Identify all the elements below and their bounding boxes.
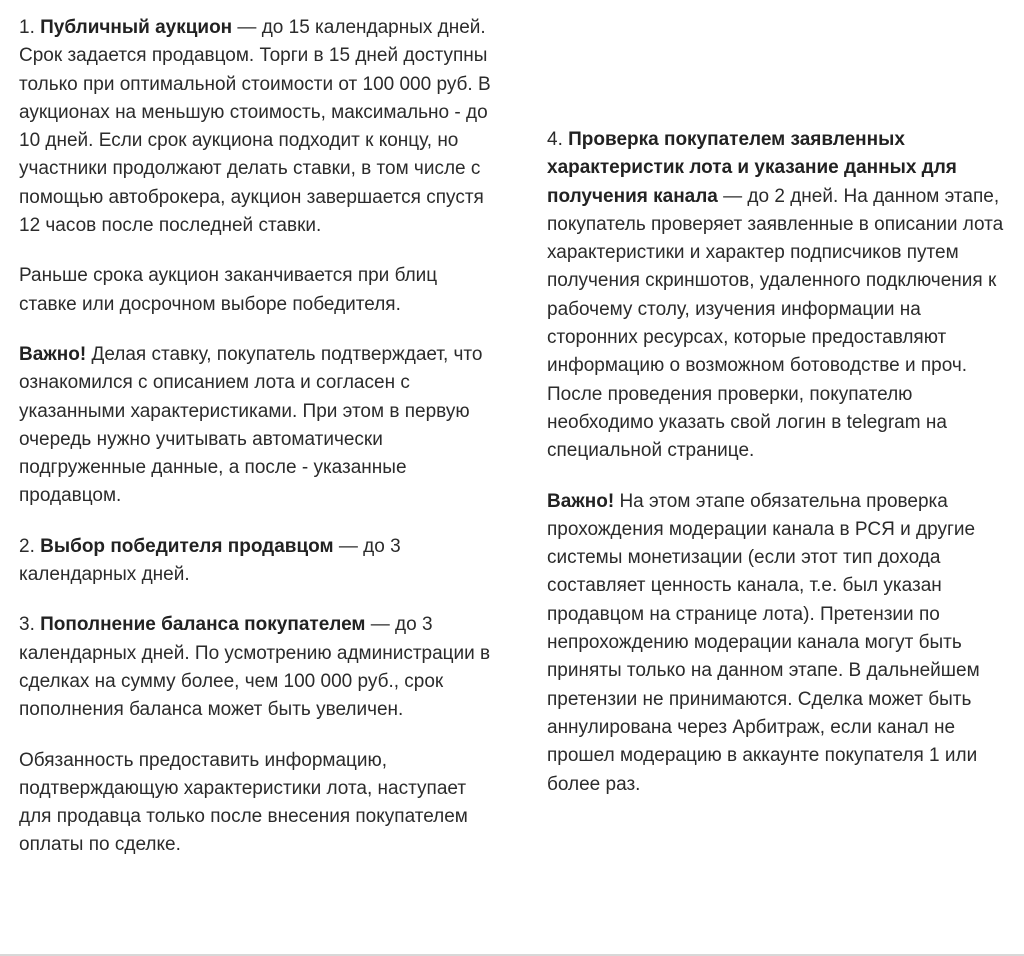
auction-paragraph bbox=[19, 14, 494, 240]
auction-text: — до 15 календарных дней. Срок задается продавцом. Торги в 15 дней доступны только при оптимальной стоимости от 100 000 руб. В аукционах на меньшую стоимость, максимально - до 10 дней. Если срок аукциона подходит к концу, но участники продолжают делать ставки, в том числе с помощью автоброкера, аукцион завершается спустя 12 часов после последней ставки. bbox=[19, 17, 491, 237]
important-text: Делая ставку, покупатель подтверждает, что ознакомился с описанием лота и согласен с указанными характеристиками. При этом в первую очередь нужно учитывать автоматически подгруженные данные, а после - указанные продавцом. bbox=[19, 343, 483, 507]
early-end-paragraph: Раньше срока аукцион заканчивается при блиц ставке или досрочном выборе победителя. bbox=[19, 265, 438, 315]
balance-text: — до 3 календарных дней. По усмотрению администрации в сделках на сумму более, чем 100 000 руб., срок пополнения баланса может быть увеличен. bbox=[19, 614, 491, 721]
buyer-check-text: — до 2 дней. На данном этапе, покупатель проверяет заявленные в описании лота характеристики и характер подписчиков путем получения скриншотов, удаленного подключения к рабочему столу, изучения информации на сторонних ресурсах, которые предоставляют информацию о возможном ботоводстве и проч. После проведения проверки, покупателю необходимо указать свой логин в telegram на специальной странице. bbox=[547, 185, 1004, 462]
important-label: Важно! bbox=[19, 343, 87, 365]
winner-selection-paragraph bbox=[19, 533, 494, 590]
left-column bbox=[19, 14, 494, 882]
right-column bbox=[547, 126, 1007, 821]
balance-paragraph bbox=[19, 611, 494, 724]
step-number: 2. bbox=[19, 535, 35, 557]
important-label: Важно! bbox=[547, 490, 615, 512]
important-paragraph bbox=[19, 341, 494, 511]
auction-title: Публичный аукцион bbox=[40, 17, 233, 38]
buyer-check-title: Проверка покупателем заявленных характеристик лота и указание данных для получения канала bbox=[547, 129, 957, 207]
balance-title: Пополнение баланса покупателем bbox=[40, 614, 366, 636]
seller-obligation-paragraph: Обязанность предоставить информацию, подтверждающую характеристики лота, наступает для продавца только после внесения покупателем оплаты по сделке. bbox=[19, 749, 468, 856]
buyer-check-paragraph bbox=[547, 126, 1007, 466]
moderation-important-paragraph bbox=[547, 488, 1007, 799]
moderation-text: На этом этапе обязательна проверка прохождения модерации канала в РСЯ и другие системы монетизации (если этот тип дохода составляет ценность канала, т.е. был указан продавцом на странице лота). Претензии по непрохождению модерации канала могут быть приняты только на данном этапе. В дальнейшем претензии не принимаются. Сделка может быть аннулирована через Арбитраж, если канал не прошел модерацию в аккаунте покупателя 1 или более раз. bbox=[547, 490, 980, 795]
step-number: 3. bbox=[19, 614, 35, 636]
winner-selection-title: Выбор победителя продавцом bbox=[40, 535, 334, 557]
step-number: 4. bbox=[547, 129, 563, 150]
winner-selection-text: — до 3 календарных дней. bbox=[19, 535, 401, 586]
step-number: 1. bbox=[19, 17, 35, 38]
